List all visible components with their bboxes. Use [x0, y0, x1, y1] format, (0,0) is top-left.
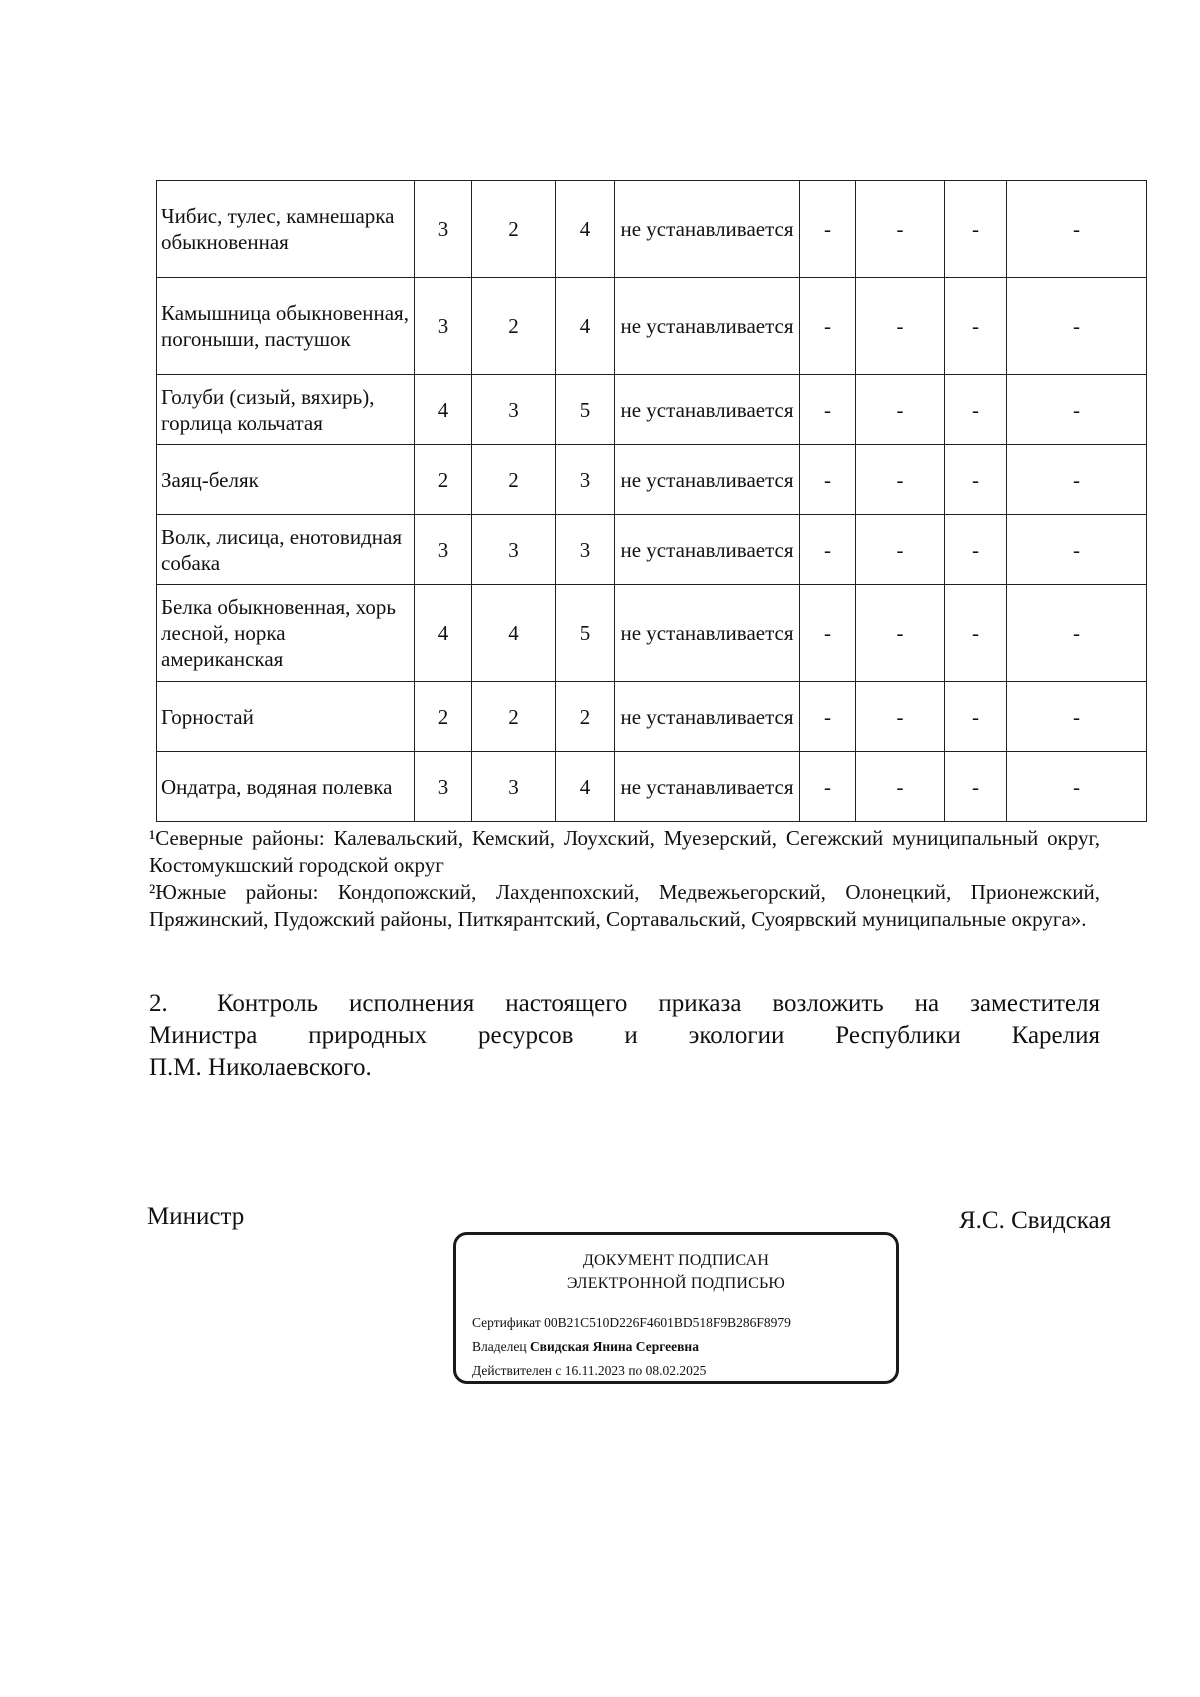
value-1-cell: 2 [415, 682, 472, 752]
dash-4-cell: - [1007, 445, 1147, 515]
species-name-cell: Заяц-беляк [157, 445, 415, 515]
dash-1-cell: - [800, 515, 856, 585]
dash-3-cell: - [945, 278, 1007, 375]
dash-2-cell: - [856, 585, 945, 682]
value-1-cell: 4 [415, 585, 472, 682]
value-2-cell: 2 [472, 278, 556, 375]
clause-line-3: П.М. Николаевского. [149, 1054, 372, 1081]
clause-text-1: Контроль исполнения настоящего приказа возложить на заместителя [217, 990, 1100, 1017]
stamp-title-line-2: ЭЛЕКТРОННОЙ ПОДПИСЬЮ [566, 1275, 786, 1292]
dash-1-cell: - [800, 445, 856, 515]
table-row [157, 375, 1147, 445]
table-row [157, 278, 1147, 375]
status-cell: не устанавливается [615, 278, 800, 375]
signer-name: Я.С. Свидская [959, 1207, 1112, 1234]
dash-3-cell: - [945, 445, 1007, 515]
dash-3-cell: - [945, 682, 1007, 752]
status-cell: не устанавливается [615, 752, 800, 822]
value-3-cell: 4 [556, 752, 615, 822]
species-name-cell: Волк, лисица, енотовидная собака [157, 515, 415, 585]
value-1-cell: 3 [415, 515, 472, 585]
value-1-cell: 3 [415, 278, 472, 375]
species-name-cell: Горностай [157, 682, 415, 752]
stamp-title [456, 1249, 896, 1295]
species-table [156, 180, 1147, 822]
footnote-south-districts: ²Южные районы: Кондопожский, Лахденпохский, Медвежьегорский, Олонецкий, Прионежский, Пряжинский, Пудожский районы, Питкярантский, Сортавальский, Суоярвский муниципальные округа». [149, 880, 1100, 931]
table-row [157, 445, 1147, 515]
electronic-signature-stamp [453, 1232, 899, 1384]
dash-1-cell: - [800, 181, 856, 278]
value-1-cell: 3 [415, 752, 472, 822]
status-cell: не устанавливается [615, 445, 800, 515]
dash-1-cell: - [800, 682, 856, 752]
dash-2-cell: - [856, 682, 945, 752]
species-name-cell: Белка обыкновенная, хорь лесной, норка американская [157, 585, 415, 682]
valid-label: Действителен [472, 1363, 552, 1378]
dash-2-cell: - [856, 278, 945, 375]
species-name-cell: Чибис, тулес, камнешарка обыкновенная [157, 181, 415, 278]
dash-4-cell: - [1007, 515, 1147, 585]
value-3-cell: 5 [556, 585, 615, 682]
dash-4-cell: - [1007, 278, 1147, 375]
dash-4-cell: - [1007, 375, 1147, 445]
stamp-details [472, 1311, 791, 1383]
status-cell: не устанавливается [615, 585, 800, 682]
certificate-label: Сертификат [472, 1315, 541, 1330]
dash-4-cell: - [1007, 585, 1147, 682]
stamp-certificate [472, 1311, 791, 1335]
dash-3-cell: - [945, 585, 1007, 682]
table-row [157, 752, 1147, 822]
dash-3-cell: - [945, 375, 1007, 445]
value-2-cell: 3 [472, 752, 556, 822]
value-3-cell: 3 [556, 515, 615, 585]
stamp-owner [472, 1335, 791, 1359]
dash-3-cell: - [945, 515, 1007, 585]
table-row [157, 515, 1147, 585]
value-1-cell: 4 [415, 375, 472, 445]
dash-1-cell: - [800, 752, 856, 822]
value-2-cell: 2 [472, 682, 556, 752]
dash-4-cell: - [1007, 682, 1147, 752]
value-3-cell: 3 [556, 445, 615, 515]
species-name-cell: Ондатра, водяная полевка [157, 752, 415, 822]
status-cell: не устанавливается [615, 682, 800, 752]
status-cell: не устанавливается [615, 375, 800, 445]
dash-3-cell: - [945, 181, 1007, 278]
value-2-cell: 2 [472, 445, 556, 515]
footnote-north-districts: ¹Северные районы: Калевальский, Кемский, Лоухский, Муезерский, Сегежский муниципальный округ, Костомукшский городской округ [149, 826, 1100, 877]
clause-line-2: Министра природных ресурсов и экологии Республики Карелия [149, 1022, 1100, 1049]
owner-value: Свидская Янина Сергеевна [529, 1339, 699, 1354]
value-3-cell: 2 [556, 682, 615, 752]
certificate-value: 00B21C510D226F4601BD518F9B286F8979 [544, 1315, 791, 1330]
dash-3-cell: - [945, 752, 1007, 822]
dash-1-cell: - [800, 585, 856, 682]
dash-1-cell: - [800, 375, 856, 445]
value-3-cell: 4 [556, 181, 615, 278]
species-table-body [157, 181, 1147, 822]
dash-2-cell: - [856, 752, 945, 822]
dash-4-cell: - [1007, 181, 1147, 278]
dash-2-cell: - [856, 515, 945, 585]
valid-to: 08.02.2025 [645, 1363, 707, 1378]
species-name-cell: Камышница обыкновенная, погоныши, пастушок [157, 278, 415, 375]
dash-4-cell: - [1007, 752, 1147, 822]
valid-to-word: по [628, 1363, 643, 1378]
value-3-cell: 4 [556, 278, 615, 375]
dash-1-cell: - [800, 278, 856, 375]
value-2-cell: 2 [472, 181, 556, 278]
stamp-validity [472, 1359, 791, 1383]
status-cell: не устанавливается [615, 515, 800, 585]
valid-from: 16.11.2023 [564, 1363, 625, 1378]
value-1-cell: 3 [415, 181, 472, 278]
dash-2-cell: - [856, 445, 945, 515]
table-row [157, 585, 1147, 682]
value-2-cell: 4 [472, 585, 556, 682]
dash-2-cell: - [856, 375, 945, 445]
value-3-cell: 5 [556, 375, 615, 445]
stamp-title-line-1: ДОКУМЕНТ ПОДПИСАН [582, 1252, 770, 1269]
signer-role: Министр [147, 1203, 245, 1230]
value-2-cell: 3 [472, 515, 556, 585]
clause-line-1 [149, 988, 1100, 1020]
value-2-cell: 3 [472, 375, 556, 445]
valid-from-word: с [555, 1363, 562, 1378]
value-1-cell: 2 [415, 445, 472, 515]
table-row [157, 181, 1147, 278]
dash-2-cell: - [856, 181, 945, 278]
status-cell: не устанавливается [615, 181, 800, 278]
table-row [157, 682, 1147, 752]
owner-label: Владелец [472, 1339, 527, 1354]
species-name-cell: Голуби (сизый, вяхирь), горлица кольчатая [157, 375, 415, 445]
clause-2 [149, 988, 1100, 1084]
footnotes [149, 825, 1100, 933]
clause-number: 2. [149, 990, 168, 1017]
